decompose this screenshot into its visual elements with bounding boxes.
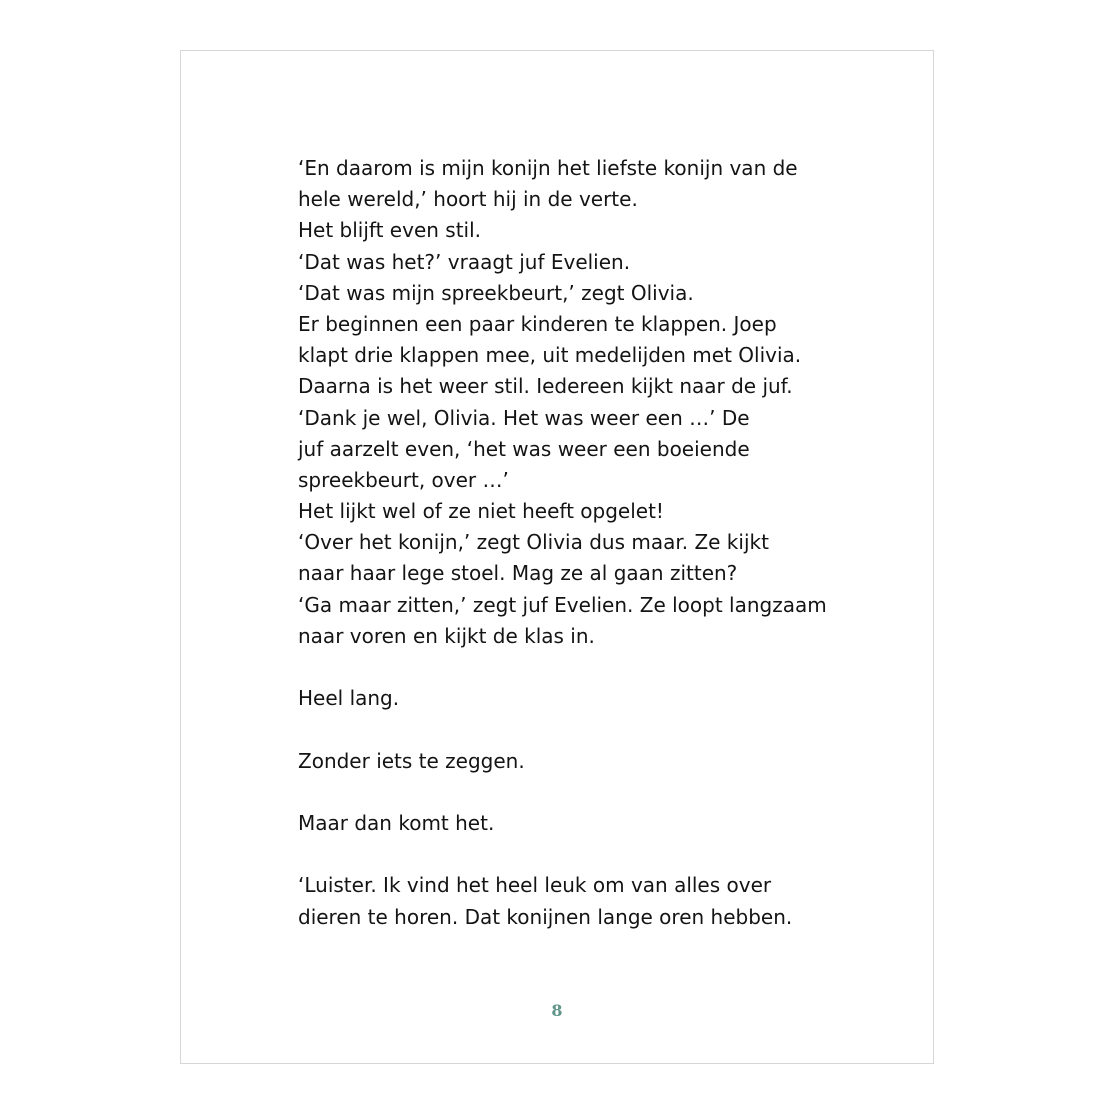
text-line: ‘Dank je wel, Olivia. Het was weer een …’ De [298, 405, 750, 430]
text-line: Het blijft even stil. [298, 218, 482, 243]
text-line: ‘En daarom is mijn konijn het liefste konijn van de [298, 156, 798, 180]
text-line: naar haar lege stoel. Mag ze al gaan zitten? [298, 561, 738, 586]
page-number: 8 [551, 1001, 563, 1020]
paragraph-gap [298, 777, 898, 808]
text-line: spreekbeurt, over …’ [298, 467, 509, 492]
paragraph-gap [298, 714, 898, 745]
text-line: hele wereld,’ hoort hij in de verte. [298, 187, 638, 212]
text-line: ‘Dat was het?’ vraagt juf Evelien. [298, 249, 631, 274]
text-line: Maar dan komt het. [298, 810, 495, 835]
text-line: ‘Over het konijn,’ zegt Olivia dus maar. Ze kijkt [298, 530, 769, 555]
text-line: juf aarzelt even, ‘het was weer een boeiende [298, 436, 750, 461]
paragraph-gap [298, 652, 898, 683]
text-line: ‘Ga maar zitten,’ zegt juf Evelien. Ze loopt langzaam [298, 592, 827, 617]
story-text [298, 153, 898, 933]
paragraph-gap [298, 839, 898, 870]
text-line: Heel lang. [298, 686, 400, 711]
text-line: ‘Dat was mijn spreekbeurt,’ zegt Olivia. [298, 280, 694, 305]
text-line: klapt drie klappen mee, uit medelijden met Olivia. [298, 343, 802, 368]
text-line: Er beginnen een paar kinderen te klappen. Joep [298, 311, 777, 336]
text-line: Het lijkt wel of ze niet heeft opgelet! [298, 499, 664, 524]
text-line: naar voren en kijkt de klas in. [298, 623, 595, 648]
text-line: dieren te horen. Dat konijnen lange oren hebben. [298, 904, 793, 929]
text-line: Zonder iets te zeggen. [298, 748, 525, 773]
book-page [180, 50, 934, 1064]
text-line: Daarna is het weer stil. Iedereen kijkt naar de juf. [298, 374, 793, 399]
text-line: ‘Luister. Ik vind het heel leuk om van alles over [298, 873, 772, 898]
